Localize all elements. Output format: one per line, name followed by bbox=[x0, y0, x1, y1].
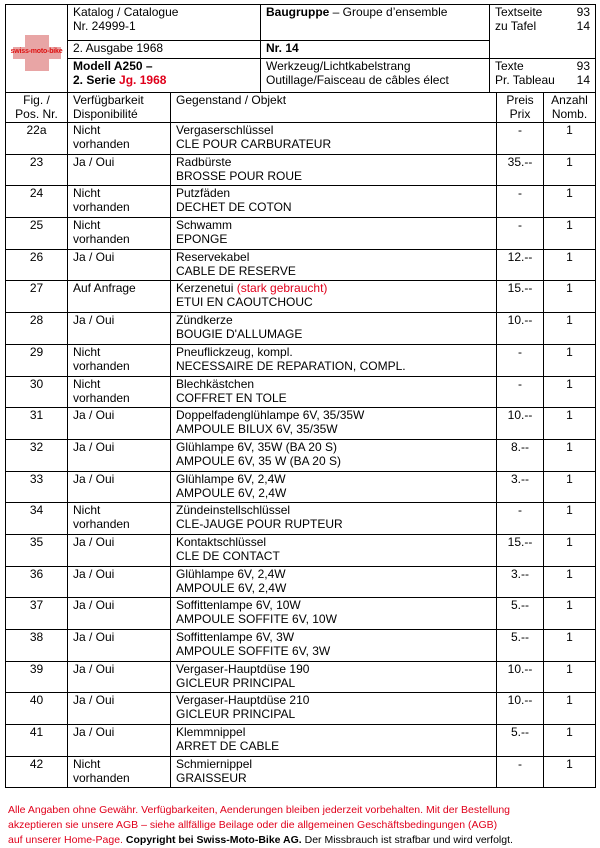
quantity-cell: 1 bbox=[544, 598, 596, 630]
quantity-cell: 1 bbox=[544, 344, 596, 376]
position-cell: 36 bbox=[6, 566, 68, 598]
object-cell bbox=[171, 154, 497, 186]
zu-tafel-value: 14 bbox=[576, 19, 590, 33]
quantity-cell: 1 bbox=[544, 630, 596, 662]
object-cell bbox=[171, 503, 497, 535]
object-name-fr: GRAISSEUR bbox=[176, 770, 247, 785]
position-cell: 28 bbox=[6, 313, 68, 345]
table-row bbox=[6, 471, 596, 503]
table-row bbox=[6, 693, 596, 725]
object-cell bbox=[171, 249, 497, 281]
price-cell: - bbox=[497, 218, 544, 250]
object-name-fr: BROSSE POUR ROUE bbox=[176, 168, 303, 183]
object-cell bbox=[171, 439, 497, 471]
price-cell: 10.-- bbox=[497, 693, 544, 725]
price-cell: 5.-- bbox=[497, 725, 544, 757]
object-name-fr: AMPOULE 6V, 35 W (BA 20 S) bbox=[176, 453, 341, 468]
object-name-de: Putzfäden bbox=[176, 186, 231, 201]
footer-copyright: Copyright bei Swiss-Moto-Bike AG. bbox=[125, 834, 302, 846]
position-cell: 33 bbox=[6, 471, 68, 503]
quantity-cell: 1 bbox=[544, 186, 596, 218]
model-cell bbox=[68, 59, 261, 93]
series-year: Jg. 1968 bbox=[119, 73, 167, 87]
catalog-label: Katalog / Catalogue bbox=[73, 5, 179, 19]
texte-cell bbox=[490, 59, 596, 93]
header-table bbox=[5, 4, 596, 93]
table-row bbox=[6, 725, 596, 757]
quantity-cell: 1 bbox=[544, 503, 596, 535]
object-name-fr: GICLEUR PRINCIPAL bbox=[176, 675, 296, 690]
object-cell bbox=[171, 534, 497, 566]
object-name-de: Reservekabel bbox=[176, 249, 250, 264]
footer-line3-black: Der Missbrauch ist strafbar und wird verfolgt. bbox=[301, 834, 513, 846]
availability-cell: Nicht vorhanden bbox=[68, 344, 171, 376]
position-cell: 22a bbox=[6, 123, 68, 155]
tableau-value: 14 bbox=[576, 73, 590, 87]
table-row bbox=[6, 218, 596, 250]
price-cell: 10.-- bbox=[497, 408, 544, 440]
quantity-cell: 1 bbox=[544, 439, 596, 471]
table-row bbox=[6, 534, 596, 566]
position-cell: 35 bbox=[6, 534, 68, 566]
table-row bbox=[6, 281, 596, 313]
table-row bbox=[6, 376, 596, 408]
availability-cell: Ja / Oui bbox=[68, 630, 171, 662]
table-row bbox=[6, 344, 596, 376]
object-name-de: Zündkerze bbox=[176, 313, 233, 328]
quantity-cell: 1 bbox=[544, 534, 596, 566]
quantity-cell: 1 bbox=[544, 725, 596, 757]
position-cell: 25 bbox=[6, 218, 68, 250]
position-cell: 42 bbox=[6, 756, 68, 788]
object-name-de: Soffittenlampe 6V, 3W bbox=[176, 630, 295, 644]
price-cell: 15.-- bbox=[497, 534, 544, 566]
table-row bbox=[6, 439, 596, 471]
table-row bbox=[6, 249, 596, 281]
column-header-row bbox=[6, 93, 596, 123]
object-name-de: Glühlampe 6V, 2,4W bbox=[176, 471, 286, 486]
availability-cell: Ja / Oui bbox=[68, 693, 171, 725]
group-label: Baugruppe bbox=[266, 5, 330, 19]
table-row bbox=[6, 598, 596, 630]
quantity-cell: 1 bbox=[544, 693, 596, 725]
object-cell bbox=[171, 630, 497, 662]
group-desc-cell bbox=[261, 59, 490, 93]
availability-cell: Nicht vorhanden bbox=[68, 218, 171, 250]
position-cell: 39 bbox=[6, 661, 68, 693]
object-name-fr: CLE-JAUGE POUR RUPTEUR bbox=[176, 517, 343, 532]
quantity-cell: 1 bbox=[544, 313, 596, 345]
availability-cell: Ja / Oui bbox=[68, 725, 171, 757]
availability-cell: Nicht vorhanden bbox=[68, 756, 171, 788]
object-name-fr: ETUI EN CAOUTCHOUC bbox=[176, 295, 313, 310]
object-cell bbox=[171, 471, 497, 503]
object-name-fr: CLE POUR CARBURATEUR bbox=[176, 137, 332, 151]
price-cell: - bbox=[497, 756, 544, 788]
availability-cell: Nicht vorhanden bbox=[68, 186, 171, 218]
price-cell: 3.-- bbox=[497, 471, 544, 503]
price-cell: 5.-- bbox=[497, 630, 544, 662]
quantity-cell: 1 bbox=[544, 249, 596, 281]
object-name-de: Glühlampe 6V, 2,4W bbox=[176, 566, 286, 581]
availability-cell: Nicht vorhanden bbox=[68, 376, 171, 408]
object-name-fr: COFFRET EN TOLE bbox=[176, 390, 287, 405]
group-cell bbox=[261, 5, 490, 41]
object-name-fr: AMPOULE BILUX 6V, 35/35W bbox=[176, 422, 338, 437]
availability-cell: Ja / Oui bbox=[68, 471, 171, 503]
group-number-cell bbox=[261, 41, 490, 59]
model-line1: Modell A250 – bbox=[73, 59, 153, 73]
availability-cell: Ja / Oui bbox=[68, 313, 171, 345]
table-row bbox=[6, 756, 596, 788]
col-object: Gegenstand / Objekt bbox=[171, 93, 497, 123]
object-note: (stark gebraucht) bbox=[236, 281, 328, 296]
object-name-de: Zündeinstellschlüssel bbox=[176, 503, 291, 518]
price-cell: 10.-- bbox=[497, 313, 544, 345]
price-cell: 8.-- bbox=[497, 439, 544, 471]
price-cell: 15.-- bbox=[497, 281, 544, 313]
object-cell bbox=[171, 123, 497, 155]
price-cell: 3.-- bbox=[497, 566, 544, 598]
object-name-de: Pneuflickzeug, kompl. bbox=[176, 344, 293, 359]
position-cell: 29 bbox=[6, 344, 68, 376]
price-cell: - bbox=[497, 376, 544, 408]
texte-label: Texte bbox=[495, 59, 524, 73]
tableau-label: Pr. Tableau bbox=[495, 73, 555, 87]
availability-cell: Ja / Oui bbox=[68, 154, 171, 186]
object-cell bbox=[171, 186, 497, 218]
price-cell: 5.-- bbox=[497, 598, 544, 630]
object-name-de: Kerzenetui bbox=[176, 281, 237, 296]
position-cell: 38 bbox=[6, 630, 68, 662]
object-cell bbox=[171, 376, 497, 408]
textseite-value: 93 bbox=[576, 5, 590, 19]
logo bbox=[6, 5, 68, 93]
quantity-cell: 1 bbox=[544, 376, 596, 408]
object-name-fr: NECESSAIRE DE REPARATION, COMPL. bbox=[176, 358, 406, 373]
table-row bbox=[6, 154, 596, 186]
object-name-de: Doppelfadenglühlampe 6V, 35/35W bbox=[176, 408, 365, 423]
parts-table bbox=[5, 92, 596, 788]
position-cell: 41 bbox=[6, 725, 68, 757]
quantity-cell: 1 bbox=[544, 123, 596, 155]
texte-value: 93 bbox=[576, 59, 590, 73]
position-cell: 40 bbox=[6, 693, 68, 725]
footer-disclaimer bbox=[8, 803, 600, 848]
quantity-cell: 1 bbox=[544, 154, 596, 186]
zu-tafel-label: zu Tafel bbox=[495, 19, 537, 33]
group-desc-de: Werkzeug/Lichtkabelstrang bbox=[266, 59, 411, 73]
object-name-fr: EPONGE bbox=[176, 232, 228, 247]
object-name-de: Kontaktschlüssel bbox=[176, 534, 267, 549]
table-row bbox=[6, 503, 596, 535]
position-cell: 34 bbox=[6, 503, 68, 535]
group-label-fr: – Groupe d’ensemble bbox=[329, 5, 448, 19]
object-name-fr: DECHET DE COTON bbox=[176, 200, 292, 215]
position-cell: 31 bbox=[6, 408, 68, 440]
availability-cell: Auf Anfrage bbox=[68, 281, 171, 313]
footer-line2: akzeptieren sie unsere AGB – siehe allfällige Beilage oder die allgemeinen Geschäftsbedingungen (AGB) bbox=[8, 819, 498, 831]
quantity-cell: 1 bbox=[544, 218, 596, 250]
price-cell: 12.-- bbox=[497, 249, 544, 281]
object-name-de: Vergaser-Hauptdüse 210 bbox=[176, 693, 310, 708]
object-name-fr: BOUGIE D'ALLUMAGE bbox=[176, 327, 303, 342]
object-cell bbox=[171, 344, 497, 376]
position-cell: 27 bbox=[6, 281, 68, 313]
group-number: Nr. 14 bbox=[266, 41, 299, 55]
object-name-de: Glühlampe 6V, 35W (BA 20 S) bbox=[176, 439, 337, 454]
price-cell: - bbox=[497, 186, 544, 218]
col-price: Preis Prix bbox=[497, 93, 544, 123]
object-name-fr: AMPOULE SOFFITE 6V, 10W bbox=[176, 612, 337, 627]
object-name-de: Schmiernippel bbox=[176, 756, 253, 771]
table-row bbox=[6, 408, 596, 440]
position-cell: 30 bbox=[6, 376, 68, 408]
object-cell bbox=[171, 218, 497, 250]
availability-cell: Ja / Oui bbox=[68, 598, 171, 630]
col-quantity: Anzahl Nomb. bbox=[544, 93, 596, 123]
catalog-page bbox=[5, 4, 595, 846]
position-cell: 24 bbox=[6, 186, 68, 218]
footer-line1: Alle Angaben ohne Gewähr. Verfügbarkeiten, Aenderungen bleiben jederzeit vorbehalten. Mit der Bestellung bbox=[8, 804, 511, 816]
quantity-cell: 1 bbox=[544, 281, 596, 313]
col-pos: Fig. / Pos. Nr. bbox=[6, 93, 68, 123]
object-name-de: Vergaser-Hauptdüse 190 bbox=[176, 661, 310, 676]
object-name-de: Klemmnippel bbox=[176, 725, 246, 740]
quantity-cell: 1 bbox=[544, 756, 596, 788]
object-cell bbox=[171, 756, 497, 788]
object-name-de: Soffittenlampe 6V, 10W bbox=[176, 598, 301, 613]
availability-cell: Ja / Oui bbox=[68, 566, 171, 598]
series-prefix: 2. Serie bbox=[73, 73, 116, 87]
availability-cell: Ja / Oui bbox=[68, 408, 171, 440]
position-cell: 26 bbox=[6, 249, 68, 281]
object-cell bbox=[171, 725, 497, 757]
object-name-fr: GICLEUR PRINCIPAL bbox=[176, 707, 296, 722]
availability-cell: Ja / Oui bbox=[68, 439, 171, 471]
edition-cell bbox=[68, 41, 261, 59]
quantity-cell: 1 bbox=[544, 566, 596, 598]
quantity-cell: 1 bbox=[544, 408, 596, 440]
price-cell: 35.-- bbox=[497, 154, 544, 186]
object-cell bbox=[171, 661, 497, 693]
object-name-fr: CABLE DE RESERVE bbox=[176, 263, 296, 278]
availability-cell: Ja / Oui bbox=[68, 661, 171, 693]
footer-line3-red: auf unserer Home-Page. bbox=[8, 834, 126, 846]
availability-cell: Ja / Oui bbox=[68, 534, 171, 566]
object-name-fr: AMPOULE 6V, 2,4W bbox=[176, 485, 287, 500]
object-cell bbox=[171, 566, 497, 598]
table-row bbox=[6, 630, 596, 662]
quantity-cell: 1 bbox=[544, 661, 596, 693]
catalog-number: Nr. 24999-1 bbox=[73, 19, 136, 33]
table-row bbox=[6, 123, 596, 155]
object-cell bbox=[171, 598, 497, 630]
position-cell: 37 bbox=[6, 598, 68, 630]
logo-text: swiss-moto-bike bbox=[10, 47, 63, 55]
object-name-fr: ARRET DE CABLE bbox=[176, 739, 280, 754]
catalog-cell bbox=[68, 5, 261, 41]
price-cell: - bbox=[497, 123, 544, 155]
table-row bbox=[6, 313, 596, 345]
object-name-de: Vergaserschlüssel bbox=[176, 123, 274, 137]
object-cell bbox=[171, 313, 497, 345]
edition: 2. Ausgabe 1968 bbox=[73, 41, 164, 55]
availability-cell: Nicht vorhanden bbox=[68, 503, 171, 535]
price-cell: - bbox=[497, 344, 544, 376]
object-cell bbox=[171, 693, 497, 725]
object-name-de: Blechkästchen bbox=[176, 376, 255, 391]
object-name-fr: AMPOULE 6V, 2,4W bbox=[176, 580, 287, 595]
object-name-fr: AMPOULE SOFFITE 6V, 3W bbox=[176, 644, 331, 658]
position-cell: 32 bbox=[6, 439, 68, 471]
position-cell: 23 bbox=[6, 154, 68, 186]
table-row bbox=[6, 661, 596, 693]
object-name-fr: CLE DE CONTACT bbox=[176, 548, 280, 563]
availability-cell: Ja / Oui bbox=[68, 249, 171, 281]
object-cell bbox=[171, 408, 497, 440]
col-availability: Verfügbarkeit Disponibilité bbox=[68, 93, 171, 123]
object-cell bbox=[171, 281, 497, 313]
table-row bbox=[6, 566, 596, 598]
price-cell: 10.-- bbox=[497, 661, 544, 693]
quantity-cell: 1 bbox=[544, 471, 596, 503]
availability-cell: Nicht vorhanden bbox=[68, 123, 171, 155]
textseite-cell bbox=[490, 5, 596, 59]
price-cell: - bbox=[497, 503, 544, 535]
object-name-de: Radbürste bbox=[176, 154, 232, 169]
group-desc-fr: Outillage/Faisceau de câbles élect bbox=[266, 73, 449, 87]
object-name-de: Schwamm bbox=[176, 218, 233, 233]
textseite-label: Textseite bbox=[495, 5, 543, 19]
table-row bbox=[6, 186, 596, 218]
